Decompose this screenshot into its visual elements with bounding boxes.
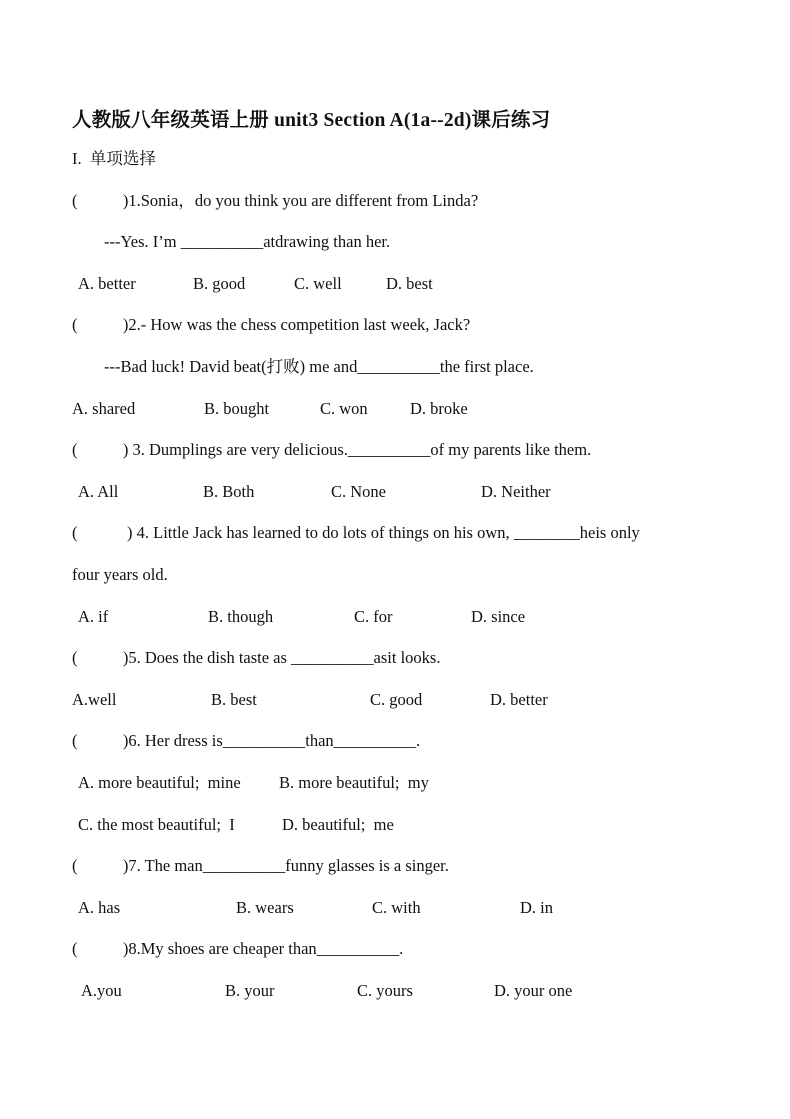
question-2-option-b: B. bought xyxy=(204,399,270,418)
question-7-option-d: D. in xyxy=(520,898,553,917)
question-3-stem: ( ) 3. Dumplings are very delicious.__________of my parents like them. xyxy=(72,440,592,459)
question-7-option-b: B. wears xyxy=(236,898,294,917)
question-4-option-a: A. if xyxy=(78,607,109,626)
question-3-option-c: C. None xyxy=(331,482,386,501)
question-5-option-a: A.well xyxy=(72,690,117,709)
question-4-option-c: C. for xyxy=(354,607,393,626)
question-6-option-c: C. the most beautiful; I xyxy=(78,815,235,834)
question-5-option-b: B. best xyxy=(211,690,257,709)
question-5-option-c: C. good xyxy=(370,690,423,709)
question-1-option-d: D. best xyxy=(386,274,433,293)
question-8-option-d: D. your one xyxy=(494,981,573,1000)
question-2-stem: ( )2.- How was the chess competition last week, Jack? xyxy=(72,315,471,334)
question-8-option-a: A.you xyxy=(81,981,122,1000)
question-6-option-b: B. more beautiful; my xyxy=(279,773,429,792)
question-2-follow: ---Bad luck! David beat(打败) me and__________the first place. xyxy=(104,357,534,376)
question-2-option-a: A. shared xyxy=(72,399,136,418)
question-1-option-b: B. good xyxy=(193,274,246,293)
question-5-stem: ( )5. Does the dish taste as __________asit looks. xyxy=(72,648,441,667)
question-8-stem: ( )8.My shoes are cheaper than__________. xyxy=(72,939,404,958)
question-6-option-d: D. beautiful; me xyxy=(282,815,394,834)
question-4-continued: four years old. xyxy=(72,565,168,584)
question-5-option-d: D. better xyxy=(490,690,548,709)
question-4-option-b: B. though xyxy=(208,607,274,626)
question-7-option-a: A. has xyxy=(78,898,121,917)
question-4-stem: ( ) 4. Little Jack has learned to do lots of things on his own, ________heis only xyxy=(72,523,640,542)
page-title: 人教版八年级英语上册 unit3 Section A(1a--2d)课后练习 xyxy=(72,110,551,131)
question-1-option-c: C. well xyxy=(294,274,342,293)
question-2-option-d: D. broke xyxy=(410,399,468,418)
question-3-option-d: D. Neither xyxy=(481,482,551,501)
question-4-option-d: D. since xyxy=(471,607,526,626)
question-7-stem: ( )7. The man__________funny glasses is a singer. xyxy=(72,856,449,875)
question-6-stem: ( )6. Her dress is__________than__________. xyxy=(72,731,421,750)
question-8-option-b: B. your xyxy=(225,981,275,1000)
question-6-option-a: A. more beautiful; mine xyxy=(78,773,241,792)
question-1-follow: ---Yes. I’m __________atdrawing than her. xyxy=(104,232,391,251)
question-1-stem: ( )1.Sonia，do you think you are different from Linda? xyxy=(72,191,479,210)
question-8-option-c: C. yours xyxy=(357,981,413,1000)
question-3-option-a: A. All xyxy=(78,482,119,501)
section-heading: I. 单项选择 xyxy=(72,149,156,168)
question-3-option-b: B. Both xyxy=(203,482,255,501)
question-2-option-c: C. won xyxy=(320,399,368,418)
question-7-option-c: C. with xyxy=(372,898,421,917)
question-1-option-a: A. better xyxy=(78,274,136,293)
